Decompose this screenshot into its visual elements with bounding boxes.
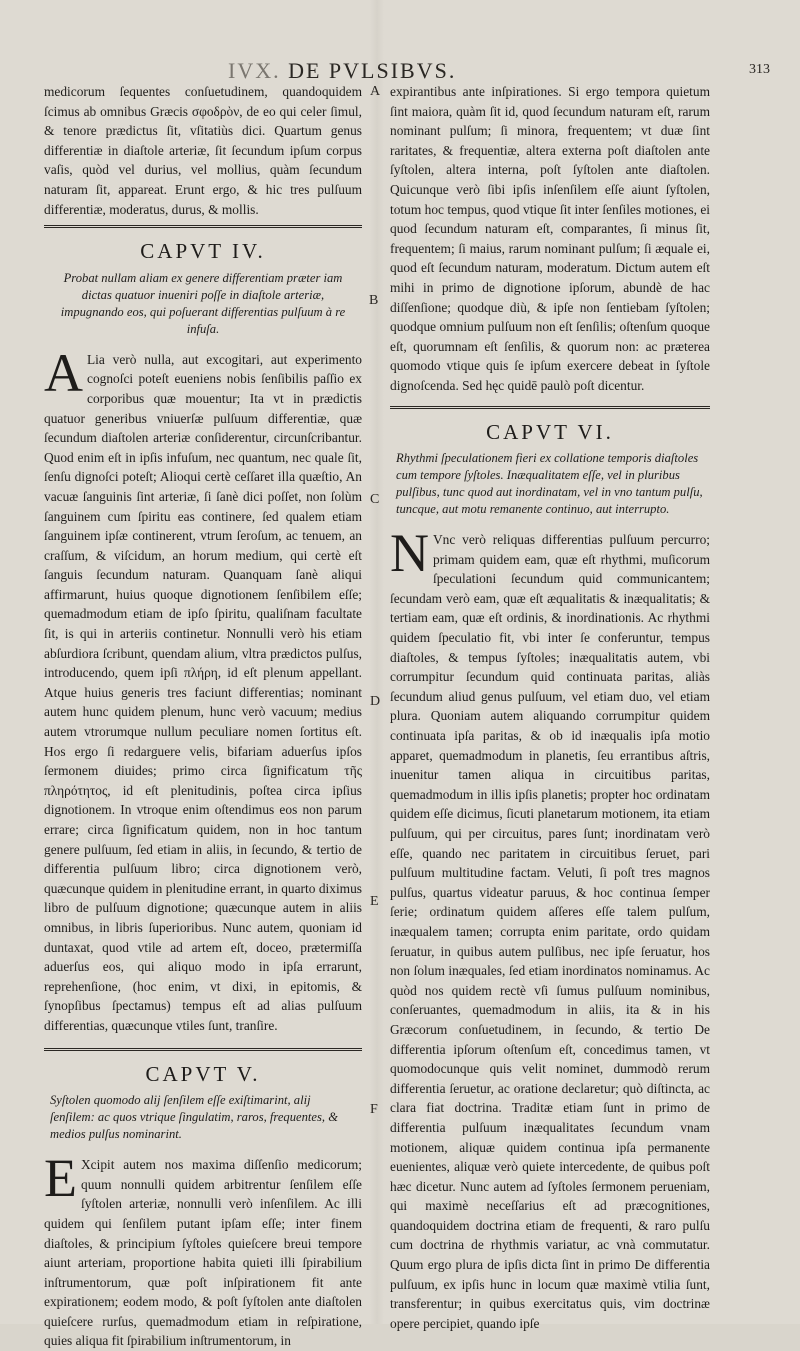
chapter-4-text <box>44 342 362 1036</box>
chapter-rule <box>44 225 362 228</box>
margin-letter-f: F <box>370 1102 378 1117</box>
chapter-4-summary: Probat nullam aliam ex genere differentiam præter iam dictas quatuor inueniri poſſe in diaſtole arteriæ, impugnando eos, qui poſuerant differentias pulſuum à re infuſa. <box>60 270 346 336</box>
chapter-5-text <box>44 1148 362 1351</box>
left-intro-paragraph: medicorum ſequentes conſuetudinem, quandoquidem ſcimus ab omnibus Græcis σφοδρὸν, de eo qui celer ſimul, & tenore prædictus ſit, vſitatiùs dici. Quartum genus differentiæ in diaſtole arteriæ, ſit ſecundum ipſum corpus vaſis, quòd vel durius, vel mollius, quàm ſecundum naturam ſit, appareat. Erunt ergo, & hic tres pulſuum differentiæ, moderatus, durus, & mollis. <box>44 84 362 217</box>
chapter-rule <box>390 406 710 409</box>
chapter-4-body: Lia verò nulla, aut excogitari, aut experimento cognoſci poteſt eueniens nobis ſenſibilis paſſio ex corporibus quæ mouentur; Ita vt in prædictis quatuor generibus vniuerſæ pulſuum differentiæ, quæ ſecundum diaſtolen arteriæ conſiderentur, circunſcribantur. Quod enim eſt in ipſis infuſum, nec quantum, nec quale ſit, ſenſu dignoſci poteſt; Alioqui certè ceſſaret illa quæſtio, An vacuæ ſanguinis ſint arteriæ, ſi ſanè dici poſſet, non ſolùm ſanguinem cum ſpiritu eas continere, ſed qualem etiam ſanguinem ipſæ continerent, vtrum ſeroſum, ac tenuem, an craſſum, & viſcidum, an horum medium, qui certè eſt ſanguis ſecundum naturam. Quanquam ſanè aliqui affirmarunt, huius quoque dignotionem ſenſibilem eſſe; quemadmodum etiam de ipſo ſpiritu, qualiſnam facultate ſit, is qui in arteriis continetur. Nonnulli verò his etiam abſurdiora ſcribunt, quendam alium, vltra prædictos pulſus, introducendo, quem ipſi πλήρη, id eſt plenum appellant. Atque huius generis tres faciunt differentias; nominant autem hunc quidem plenum, hunc verò vacuum; medius autem vtrorumque nullum peculiare nomen ſortitus eſt. Hos ergo ſi redarguere velis, bifariam aduerſus ipſos ſermonem diuides; primo circa ſignificatum τῆς πληρότητος, id eſt plenitudinis, poſtea circa ipſius dignotionem. In vtroque enim oſtendimus eos non parum errare; circa ſignificatum quidem, non in hoc tantum genere pulſuum, ſed etiam in aliis, in ſecundo, & tertio de differentia pulſuum libro; circa dignotionem verò, quæcunque quidem in plenitudine errant, in quarto diximus libro de pulſuum dignotione; quæcunque autem in aliis omnibus, in libris ſuperioribus. Nunc autem, quoniam id duntaxat, quod vtile ad artem eſt, doceo, prætermiſſa aduerſus eos, qui aliquo modo in ipſa errarunt, reprehenſione, (hoc enim, vt dixi, in epitomis, & ſynopſibus ſpectamus) tempus eſt ad alias pulſuum differentias, quæcunque vtiles ſunt, tranſire. <box>44 351 362 1033</box>
chapter-5-title: CAPVT V. <box>145 1061 261 1086</box>
drop-cap: N <box>390 523 429 584</box>
drop-cap: A <box>44 342 83 403</box>
chapter-6-summary: Rhythmi ſpeculationem fieri ex collatione temporis diaſtoles cum tempore ſyſtoles. Inæqualitatem eſſe, vel in pluribus pulſibus, tunc quod aut inordinatam, vel in vno tantum pulſu, tuncque, aut motu remanente continuo, aut interrupto. <box>396 451 703 517</box>
left-column <box>44 82 362 1351</box>
margin-letter-d: D <box>370 694 381 709</box>
margin-letter-b: B <box>369 293 379 308</box>
chapter-6-title: CAPVT VI. <box>486 419 614 444</box>
chapter-5-body: Xcipit autem nos maxima diſſenſio medicorum; quum nonnulli quidem arbitrentur ſenſilem eſſe ſyſtolen arteriæ, nonnulli verò inſenſilem. Ac illi quidem qui ſenſilem putant ipſam eſſe; inter finem diaſtoles, & principium ſyſtoles quieſcere breui tempore aiunt arteriam, proportione habita quieti illi ſpirabilium inſtrumentorum, quæ poſt inſpirationem fit ante expirationem; eodem modo, & poſt ſyſtolen ante diaſtolen quieſcere rurſus, quemadmodum etiam in reſpiratione, quies aliqua fit ſpirabilium inſtrumentorum, in <box>44 1157 362 1349</box>
running-head-title: DE PVLSIBVS. <box>288 58 457 83</box>
chapter-rule <box>44 1048 362 1051</box>
margin-letter-e: E <box>370 894 379 909</box>
right-intro-paragraph: expirantibus ante inſpirationes. Si ergo tempora quietum ſint maiora, quàm ſit id, quod ſecundum naturam eſt, rarum nominant pulſum; ſi minora, frequentem; vt duæ ſint raritates, & frequentiæ, altera externa poſt diaſtolen ante ſyſtolen, altera interna, poſt ſyſtolen ante diaſtolen. Quicunque verò ſibi ipſis inſenſilem eſſe aiunt ſyſtolen, totum hoc tempus, quod vtique ſit inter ſenſiles motiones, ei quod ſecundum naturam eſt, comparantes, ſi minus ſit, frequentem; ſi maius, rarum nominant pulſum; ſi æquale ei, quod eſt ſecundum naturam, moderatum. Dictum autem eſt mihi in primo de dignotione ipſorum, abundè de hac diſſenſione; quodque diù, & ipſe non ſentiebam ſyſtolen; quodque omnium pulſuum non eſt ſenſilis; oſtenſum quoque eſt, quorumnam eſt ſenſilis, & quorum non: ac præterea quomodo vtique quis ſe ipſum exercere debeat in ſyſtole dignoſcenda. Sed hęc quidē paulò poſt dicentur. <box>390 84 710 393</box>
chapter-4-title: CAPVT IV. <box>140 239 266 264</box>
chapter-6-text <box>390 523 710 1333</box>
margin-letter-a: A <box>370 84 381 99</box>
margin-letter-c: C <box>370 492 380 507</box>
right-column <box>390 82 710 1333</box>
drop-cap: E <box>44 1148 77 1209</box>
page-number: 313 <box>749 62 770 77</box>
chapter-5-summary: Syſtolen quomodo alij ſenſilem eſſe exiſtimarint, alij ſenſilem: ac quos vtrique ſingulatim, raros, frequentes, & medios pulſus nominarint. <box>50 1093 338 1142</box>
chapter-6-body: Vnc verò reliquas differentias pulſuum percurro; primam quidem eam, quæ eſt rhythmi, muſicorum ſpeculationi ſecundum quid communicantem; ſecundam verò eam, quæ eſt æqualitatis & inæqualitatis; & tertiam eam, quæ eſt ordinis, & inordinationis. Ac rhythmi quidem ſpeculatio fit, vbi inter ſe conferuntur, tempus diaſtoles, & tempus ſyſtoles; inæqualitatis autem, vbi corrumpitur ſecundum quid continuata paritas, aliàs ſecundum aliud genus pulſuum, vel etiam duo, vel etiam plura. Quoniam autem aliquando corrumpitur quidem continuata ipſa paritas, & ob id inæqualis ipſa motio apparet, quemadmodum in planetis, ſeu errantibus aſtris, inuenitur tamen aliqua in circuitibus paritas, quemadmodum in illis ipſis planetis; propter hoc ordinatam quidem eſſe dicimus, ſicuti planetarum motionem, ita etiam pulſuum, qui per circuitus, pares ſunt; inordinatam verò eſſe, quando nec paritatem in circuitibus ſeruet, pari pulſuum multitudine factam. Veluti, ſi poſt tres magnos pulſus, quartus videatur paruus, & hoc continua ſemper ſerie; ordinatum quidem aſſeres eſſe talem pulſum, inæqualem tamen; corrupta enim paritate, ordo quidam ſeruatur, in quibus autem pulſibus, nec ipſe ſeruatur, hos non ſolum inæquales, ſed etiam inordinatos nominamus. Ac quòd nos quidem rectè vſi ſumus pulſuum nominibus, conſeruantes, quemadmodum in aliis, ita & in his Græcorum conſuetudinem, in ſecundo, & tertio De differentia ipſorum oſtenſum eſt, concedimus tamen, vt quomodocunque quis velit nominet, dummodò rerum differentia ſeruetur, ac oratione declaretur; quò diſtincta, ac clara fiat doctrina. Traditæ etiam ſunt in primo de differentia pulſuum inæqualitates ſecundum vnam motionem, aliquæ quidem continua ipſa permanente euenientes, aliquæ verò quiete intercedente, de quibus poſt hæc dicetur. Nunc autem ad ſyſtoles ſermonem perueniam, qui maximè neceſſarius eſt ad præcognitiones, quandoquidem doctrina etiam de frequenti, & raro pulſu cum doctrina de rhythmis variatur, ac vnà commutatur. Quum ergo plura de ipſis dicta ſint in primo De differentia pulſuum, ex ipſis hunc in locum quæ maximè vtilia ſunt, transferentur; in quibus exercitatus quis, vim doctrinæ opere percipiet, quando ipſe <box>390 532 710 1331</box>
running-head <box>228 58 456 84</box>
column-gutter <box>370 0 384 1324</box>
running-head-faint: IVX. <box>228 58 281 83</box>
page-header <box>0 56 800 84</box>
